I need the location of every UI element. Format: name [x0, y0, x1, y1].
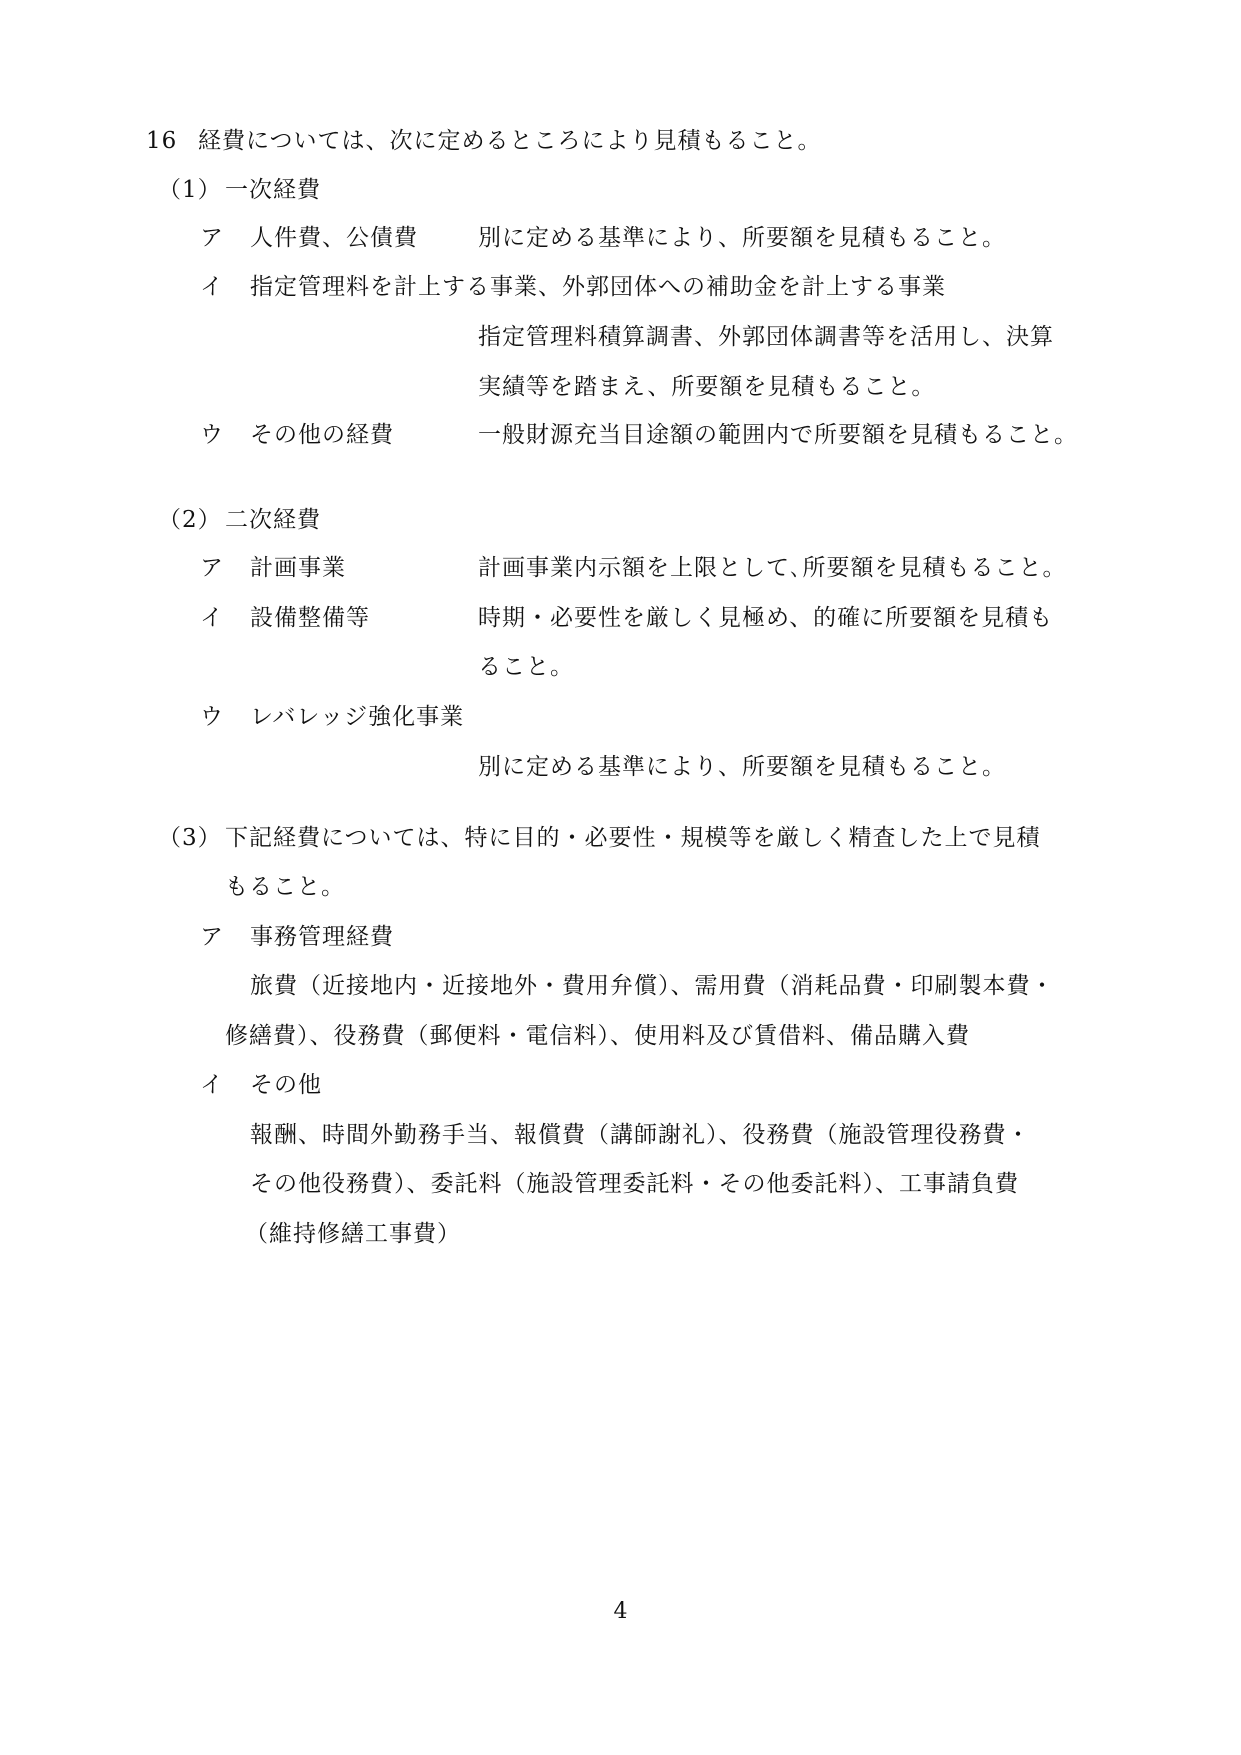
item-marker: イ: [200, 274, 224, 300]
item-description: 実績等を踏まえ、所要額を見積もること。: [478, 374, 936, 400]
item-marker: ウ: [200, 704, 224, 730]
subsection-3-intro: 下記経費については、特に目的・必要性・規模等を厳しく精査した上で見積: [225, 825, 1041, 851]
page-number: 4: [613, 1599, 628, 1624]
item-name: レバレッジ強化事業: [250, 704, 465, 730]
subsection-3-intro: もること。: [225, 874, 345, 900]
item-marker: ウ: [200, 422, 224, 448]
item-description: 時期・必要性を厳しく見極め、的確に所要額を見積も: [478, 605, 1054, 631]
item-marker: ア: [200, 924, 224, 950]
item-name: その他の経費: [250, 422, 394, 448]
item-marker: イ: [200, 605, 224, 631]
item-description: 一般財源充当目途額の範囲内で所要額を見積もること。: [478, 422, 1078, 448]
subsection-1-title: 一次経費: [225, 177, 321, 203]
item-marker: ア: [200, 225, 224, 251]
item-text: 旅費（近接地内・近接地外・費用弁償）、需用費（消耗品費・印刷製本費・: [250, 973, 1055, 999]
item-name: 人件費、公債費: [250, 225, 418, 251]
item-description: 別に定める基準により、所要額を見積もること。: [478, 754, 1006, 780]
item-text: 報酬、時間外勤務手当、報償費（講師謝礼）、役務費（施設管理役務費・: [250, 1122, 1031, 1148]
item-name: その他: [250, 1072, 322, 1098]
item-description: 計画事業内示額を上限として､所要額を見積もること。: [478, 555, 1067, 581]
subsection-1-label: （1）: [158, 177, 222, 203]
item-name: 事務管理経費: [250, 924, 394, 950]
item-marker: ア: [200, 555, 224, 581]
section-heading: 経費については、次に定めるところにより見積もること。: [198, 128, 822, 154]
item-name: 計画事業: [250, 555, 346, 581]
item-text: その他役務費）、委託料（施設管理委託料・その他委託料）、工事請負費: [250, 1171, 1019, 1197]
subsection-2-title: 二次経費: [225, 507, 321, 533]
subsection-3-label: （3）: [158, 825, 222, 851]
item-name: 指定管理料を計上する事業、外郭団体への補助金を計上する事業: [250, 274, 946, 300]
item-text: 修繕費）、役務費（郵便料・電信料）、使用料及び賃借料、備品購入費: [225, 1023, 970, 1049]
item-name: 設備整備等: [250, 605, 370, 631]
subsection-2-label: （2）: [158, 507, 222, 533]
section-number: 16: [146, 128, 178, 154]
item-marker: イ: [200, 1072, 224, 1098]
item-text: （維持修繕工事費）: [245, 1221, 461, 1247]
item-description: ること。: [478, 654, 574, 680]
item-description: 別に定める基準により、所要額を見積もること。: [478, 225, 1006, 251]
item-description: 指定管理料積算調書、外郭団体調書等を活用し、決算: [478, 324, 1054, 350]
